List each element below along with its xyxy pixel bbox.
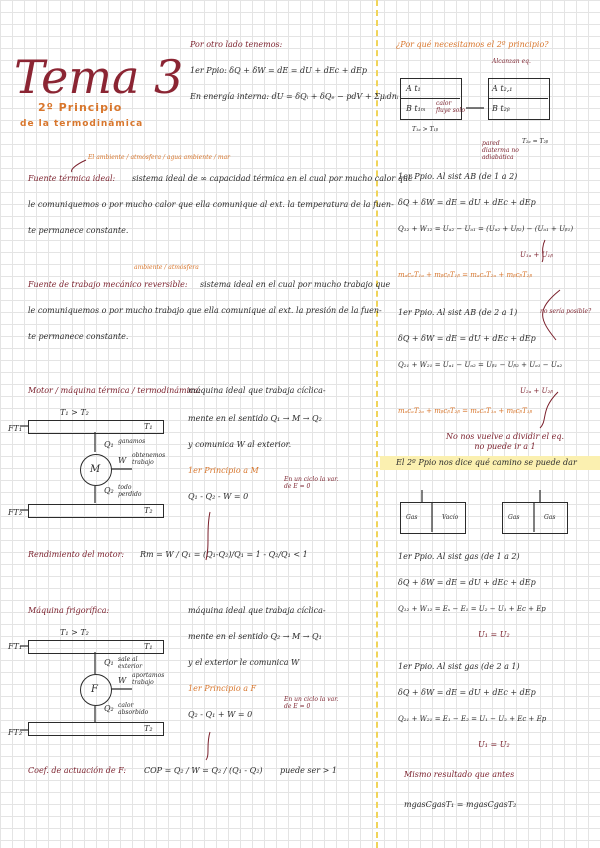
p1-line-5: mₐcₐT₁ₐ + mᵦcᵦT₁ᵦ = mₐcₐT₂ₐ + mᵦcᵦT₂ᵦ	[398, 271, 533, 279]
ft1-label: FT₁	[8, 424, 23, 433]
motor-cycle-note: En un ciclo la var. de E = 0	[284, 476, 339, 490]
motor-term: Motor / máquina térmica / termodinámica:	[28, 386, 202, 395]
p2-line-5: mₐcₐT₂ₐ + mᵦcᵦT₂ᵦ = mₐcₐT₁ₐ + mᵦcᵦT₁ᵦ	[398, 407, 533, 415]
thermal-source-term: Fuente térmica ideal:	[28, 174, 116, 183]
motor-eq-curve	[206, 512, 210, 560]
p2-line-2: δQ + δW = dE = dU + dEc + dEp	[398, 334, 536, 343]
env-note: El ambiente / atmósfera / agua ambiente / mar	[88, 154, 231, 161]
temps-label: T₁ > T₂	[60, 408, 89, 417]
work-source-line-2: le comuniquemos o por mucho trabajo que ella comunique al ext. la presión de la fuen-	[28, 306, 382, 315]
ft2-label: FT₂	[8, 508, 23, 517]
q2-note: todo perdido	[118, 484, 142, 498]
equilibrium-label: Alcanzan eq.	[492, 58, 531, 65]
same-result-text: Mismo resultado que antes	[404, 770, 515, 779]
p2-note: no sería posible?	[540, 308, 592, 315]
fridge-line-2: mente en el sentido Q₂ → M → Q₁	[188, 632, 322, 641]
intro-text: Por otro lado tenemos:	[190, 40, 283, 49]
q1-label: Q₁	[104, 440, 114, 449]
fridge-t1-label: T₁	[144, 642, 153, 651]
p1-line-4: U₁ₐ + U₁ᵦ	[520, 251, 553, 259]
page-title: Tema 3	[14, 50, 184, 104]
q1-note: ganamos	[118, 438, 146, 445]
box-a1: A t₁	[406, 84, 421, 93]
motor-principle: 1er Principio a M	[188, 466, 259, 475]
p3-line-2: δQ + δW = dE = dU + dEc + dEp	[398, 578, 536, 587]
fridge-w-label: W	[118, 676, 127, 685]
cop-term: Coef. de actuación de F:	[28, 766, 127, 775]
motor-balance-eq: Q₁ - Q₂ - W = 0	[188, 492, 249, 501]
first-principle-eq: 1er Ppio: δQ + δW = dE = dU + dEc + dEp	[190, 66, 368, 75]
conclusion-text: No nos vuelve a dividir el eq. no puede ir a 1	[445, 432, 565, 451]
wall-note: pared diaterma no adiabática	[482, 140, 519, 161]
p1-side-curve	[542, 240, 545, 262]
subtitle-line-1: 2º Principio	[38, 101, 123, 114]
fridge-cycle-note: En un ciclo la var. de E = 0	[284, 696, 339, 710]
p4-line-3: Q₂₁ + W₂₁ = E₁ − E₂ = U₁ − U₂ + Ec + Ep	[398, 715, 547, 723]
fridge-q2-note: calor absorbido	[118, 702, 149, 716]
cop-eq: COP = Q₂ / W = Q₂ / (Q₁ - Q₂)	[144, 766, 263, 775]
p2-side-curve	[543, 290, 560, 340]
temp-before: T₁ₐ > T₁ᵦ	[412, 126, 439, 133]
fridge-line-3: y el exterior le comunica W	[188, 658, 300, 667]
subtitle-line-2: de la termodinámica	[20, 119, 144, 129]
thermal-source-line-3: te permanece constante.	[28, 226, 129, 235]
fridge-ft2-label: FT₂	[8, 728, 23, 737]
p2-line-3: Q₂₁ + W₂₁ = Uₐ₁ − Uₐ₂ = Uᵦ₁ − Uᵦ₂ + Uₐ₁ − Uₐ₂	[398, 361, 563, 369]
w-note: obtenemos trabajo	[132, 452, 166, 466]
p4-line-2: δQ + δW = dE = dU + dEc + dEp	[398, 688, 536, 697]
efficiency-term: Rendimiento del motor:	[28, 550, 125, 559]
p3-line-3: Q₁₂ + W₁₂ = Eₛ − E₁ = U₂ − U₁ + Ec + Ep	[398, 605, 546, 613]
fridge-line-1: máquina ideal que trabaja cíclica-	[188, 606, 326, 615]
motor-label: M	[90, 464, 101, 475]
p2-line-1: 1er Ppio. Al sist AB (de 2 a 1)	[398, 308, 518, 317]
final-equality: mgasCgasT₁ = mgasCgasT₂	[404, 800, 517, 809]
gas-label-1: Gas	[406, 514, 418, 521]
p4-line-1: 1er Ppio. Al sist gas (de 2 a 1)	[398, 662, 520, 671]
p4-line-4: U₁ = U₂	[478, 740, 510, 749]
p2-line-4: U₂ₐ + U₂ᵦ	[520, 387, 553, 395]
motor-line-3: y comunica W al exterior.	[188, 440, 292, 449]
question-heading: ¿Por qué necesitamos el 2º principio?	[396, 40, 549, 49]
p1-line-1: 1er Ppio. Al sist AB (de 1 a 2)	[398, 172, 518, 181]
work-source-line-1: sistema ideal en el cual por mucho trabajo que	[200, 280, 391, 289]
fridge-principle: 1er Principio a F	[188, 684, 257, 693]
p1-line-2: δQ + δW = dE = dU + dEc + dEp	[398, 198, 536, 207]
fridge-t2-label: T₂	[144, 724, 153, 733]
w-label: W	[118, 456, 127, 465]
vacuum-label: Vacío	[442, 514, 459, 521]
fridge-eq-curve	[206, 732, 210, 760]
p2-bottom-curve	[540, 392, 558, 428]
fridge-temps-label: T₁ > T₂	[60, 628, 89, 637]
env-note-curve	[72, 160, 86, 172]
env-note-2: ambiente / atmósfera	[134, 264, 199, 271]
fridge-q2-label: Q₂	[104, 704, 114, 713]
work-source-term: Fuente de trabajo mecánico reversible:	[28, 280, 188, 289]
temp-after: T₂ₐ = T₂ᵦ	[522, 138, 549, 145]
efficiency-eq: Rm = W / Q₁ = (Q₁-Q₂)/Q₁ = 1 - Q₂/Q₁ < 1	[140, 550, 308, 559]
box-b1: B t₁ₘ	[406, 104, 426, 113]
fridge-label: F	[91, 684, 98, 695]
fridge-balance-eq: Q₂ - Q₁ + W = 0	[188, 710, 253, 719]
gas-label-2: Gas	[508, 514, 520, 521]
box-a2: A t₂,₁	[492, 84, 513, 93]
motor-line-2: mente en el sentido Q₁ → M → Q₂	[188, 414, 322, 423]
internal-energy-eq: En energía interna: dU = δQᵢ + δQₑ − pdV + Σμᵢdnᵢ	[190, 92, 399, 101]
second-principle-banner: El 2º Ppio nos dice qué camino se puede dar	[396, 458, 577, 467]
fridge-w-note: aportamos trabajo	[132, 672, 165, 686]
fridge-term: Máquina frigorífica:	[28, 606, 110, 615]
p1-line-3: Q₁₂ + W₁₂ = Uₐ₂ − Uₐ₁ = (Uₐ₂ + Uᵦ₂) − (Uₐ₁ + Uᵦ₁)	[398, 225, 574, 233]
motor-line-1: máquina ideal que trabaja cíclica-	[188, 386, 326, 395]
thermal-source-line-1: sistema ideal de ∞ capacidad térmica en el cual por mucho calor que	[132, 174, 413, 183]
gas-label-3: Gas	[544, 514, 556, 521]
fridge-q1-label: Q₁	[104, 658, 114, 667]
box-b2: B t₂ᵦ	[492, 104, 510, 113]
fridge-q1-note: sale al exterior	[118, 656, 143, 670]
work-source-line-3: te permanece constante.	[28, 332, 129, 341]
cop-note: puede ser > 1	[280, 766, 337, 775]
q2-label: Q₂	[104, 486, 114, 495]
flow-note: calor fluye solo	[436, 100, 465, 114]
t1-label: T₁	[144, 422, 153, 431]
t2-label: T₂	[144, 506, 153, 515]
thermal-source-line-2: le comuniquemos o por mucho calor que ella comunique al ext. la temperatura de la fuen-	[28, 200, 394, 209]
p3-line-1: 1er Ppio. Al sist gas (de 1 a 2)	[398, 552, 520, 561]
fridge-ft1-label: FT₁	[8, 642, 23, 651]
p3-line-4: U₁ = U₂	[478, 630, 510, 639]
